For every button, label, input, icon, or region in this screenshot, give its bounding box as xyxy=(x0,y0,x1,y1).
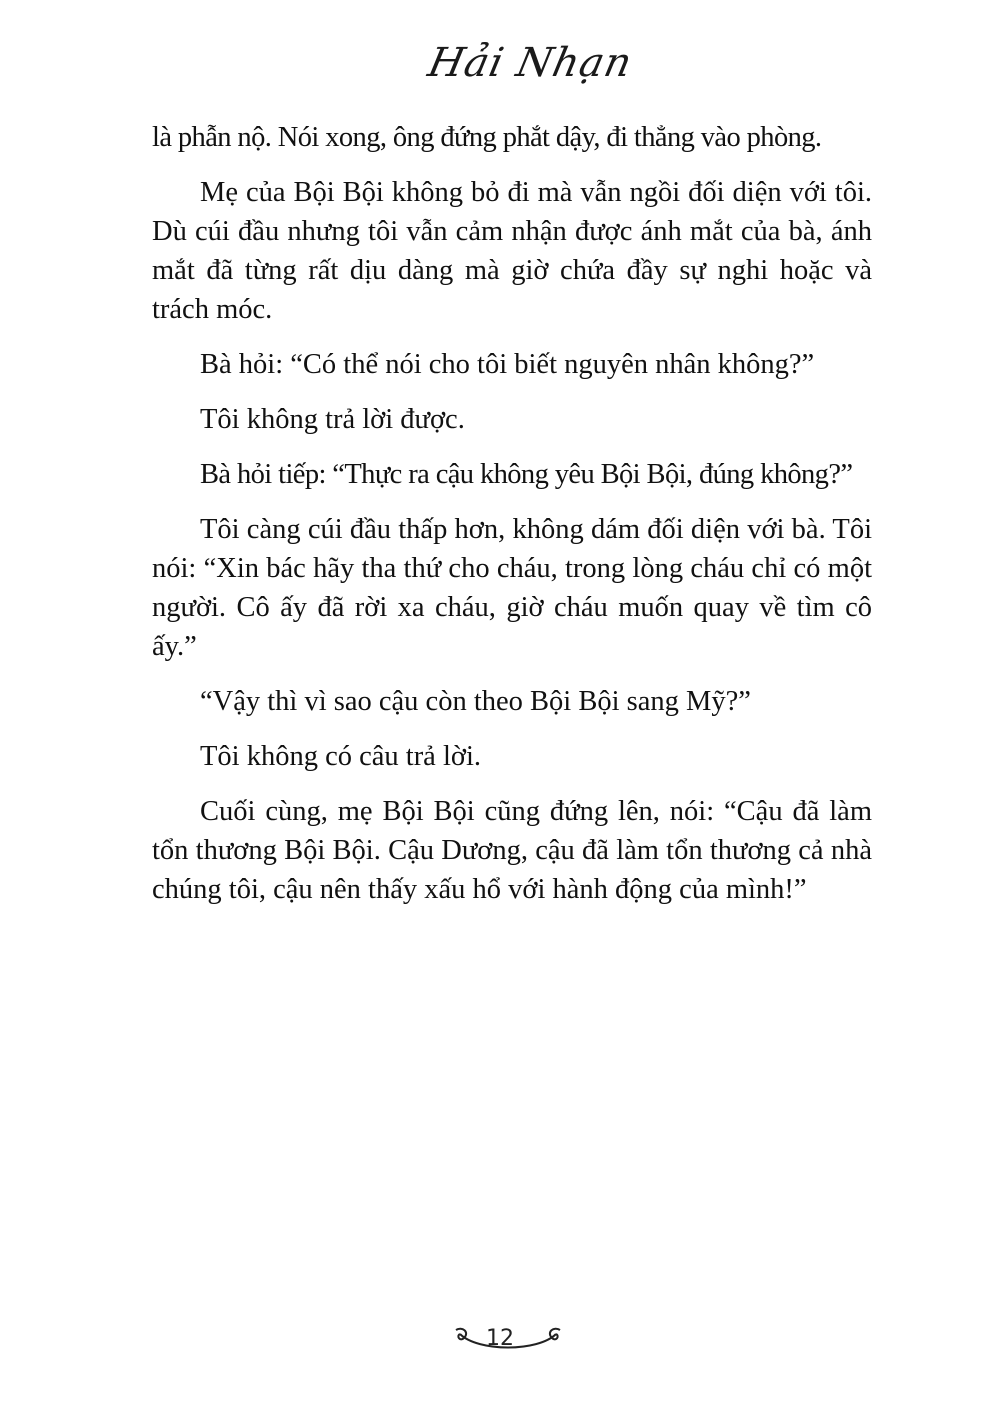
paragraph: Tôi càng cúi đầu thấp hơn, không dám đối diện với bà. Tôi nói: “Xin bác hãy tha thứ cho cháu, trong lòng cháu chỉ có một người. Cô ấy đã rời xa cháu, giờ cháu muốn quay về tìm cô ấy.” xyxy=(152,514,872,662)
page-number: 12 xyxy=(486,1326,514,1351)
paragraph-continuation: là phẫn nộ. Nói xong, ông đứng phắt dậy, đi thẳng vào phòng. xyxy=(152,122,822,153)
paragraph-dialogue: Bà hỏi tiếp: “Thực ra cậu không yêu Bội Bội, đúng không?” xyxy=(200,459,853,490)
paragraph-dialogue: Bà hỏi: “Có thể nói cho tôi biết nguyên nhân không?” xyxy=(200,349,815,380)
paragraph: Cuối cùng, mẹ Bội Bội cũng đứng lên, nói: “Cậu đã làm tổn thương Bội Bội. Cậu Dương, cậu đã làm tổn thương cả nhà chúng tôi, cậu nên thấy xấu hổ với hành động của mình!” xyxy=(152,796,872,905)
paragraph: Tôi không có câu trả lời. xyxy=(200,741,481,772)
paragraph-dialogue: “Vậy thì vì sao cậu còn theo Bội Bội sang Mỹ?” xyxy=(200,686,751,717)
page-footer xyxy=(0,1318,1000,1368)
body-text xyxy=(152,118,872,925)
running-header xyxy=(0,40,1000,86)
author-signature: Hải Nhạn xyxy=(423,40,637,86)
paragraph: Mẹ của Bội Bội không bỏ đi mà vẫn ngồi đối diện với tôi. Dù cúi đầu nhưng tôi vẫn cảm nhận được ánh mắt của bà, ánh mắt đã từng rất dịu dàng mà giờ chứa đầy sự nghi hoặc và trách móc. xyxy=(152,177,872,325)
paragraph: Tôi không trả lời được. xyxy=(200,404,465,435)
